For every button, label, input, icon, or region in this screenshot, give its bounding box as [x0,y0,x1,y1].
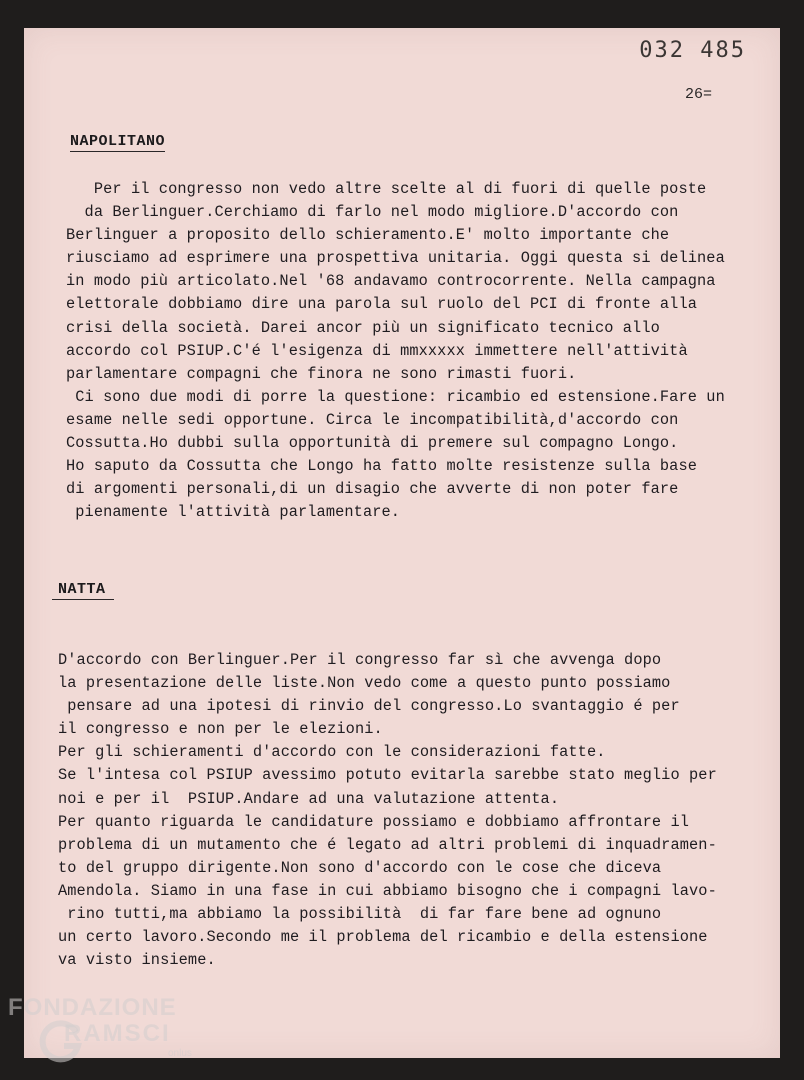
text-line: la presentazione delle liste.Non vedo come a questo punto possiamo [58,674,671,693]
fondazione-gramsci-watermark [8,990,238,1070]
text-line: Ho saputo da Cossutta che Longo ha fatto molte resistenze sulla base [66,457,698,476]
text-line: Se l'intesa col PSIUP avessimo potuto evitarla sarebbe stato meglio per [58,766,717,785]
text-line: Per quanto riguarda le candidature possiamo e dobbiamo affrontare il [58,812,690,831]
watermark-line2: RAMSCI [64,1020,171,1047]
text-line: riusciamo ad esprimere una prospettiva unitaria. Oggi questa si delinea [66,249,725,268]
text-line: Berlinguer a proposito dello schieramento.E' molto importante che [66,226,670,245]
text-line: D'accordo con Berlinguer.Per il congresso far sì che avvenga dopo [58,651,662,669]
text-line: Per gli schieramenti d'accordo con le considerazioni fatte. [58,743,606,762]
text-line: va visto insieme. [58,951,216,970]
text-line: Amendola. Siamo in una fase in cui abbiamo bisogno che i compagni lavo- [58,881,717,900]
text-line: problema di un mutamento che é legato ad altri problemi di inquadramen- [58,835,717,854]
speaker-heading-natta: NATTA [52,581,114,600]
text-line: esame nelle sedi opportune. Circa le incompatibilità,d'accordo con [66,410,679,429]
text-line: parlamentare compagni che finora ne sono rimasti fuori. [66,364,577,383]
text-line: un certo lavoro.Secondo me il problema del ricambio e della estensione [58,928,708,947]
text-line: Per il congresso non vedo altre scelte al di fuori di quelle poste [66,180,707,198]
text-line: Ci sono due modi di porre la questione: ricambio ed estensione.Fare un [66,387,725,406]
text-line: in modo più articolato.Nel '68 andavamo controcorrente. Nella campagna [66,272,716,291]
text-line: to del gruppo dirigente.Non sono d'accordo con le cose che diceva [58,858,662,877]
text-line: noi e per il PSIUP.Andare ad una valutazione attenta. [58,789,560,808]
text-line: rino tutti,ma abbiamo la possibilità di far fare bene ad ognuno [58,905,662,924]
text-line: elettorale dobbiamo dire una parola sul ruolo del PCI di fronte alla [66,295,698,314]
watermark-suffix: onlus [168,1048,192,1059]
text-line: di argomenti personali,di un disagio che avverte di non poter fare [66,480,679,499]
speaker-heading-napolitano: NAPOLITANO [70,133,166,150]
text-line: crisi della società. Darei ancor più un significato tecnico allo [66,318,660,337]
watermark-line1: FONDAZIONE [8,994,177,1021]
text-line: accordo col PSIUP.C'é l'esigenza di mmxxxxx immettere nell'attività [66,341,688,360]
text-line: Cossutta.Ho dubbi sulla opportunità di premere sul compagno Longo. [66,434,679,453]
text-line: il congresso e non per le elezioni. [58,720,383,739]
page-number: 26= [684,86,712,103]
text-line: da Berlinguer.Cerchiamo di farlo nel modo migliore.D'accordo con [66,203,679,222]
speaker-paragraph-napolitano [66,178,756,524]
archive-number: 032 485 [639,38,746,63]
text-line: pensare ad una ipotesi di rinvio del congresso.Lo svantaggio é per [58,697,680,716]
speaker-paragraph-natta [58,649,748,972]
text-line: pienamente l'attività parlamentare. [66,503,401,522]
